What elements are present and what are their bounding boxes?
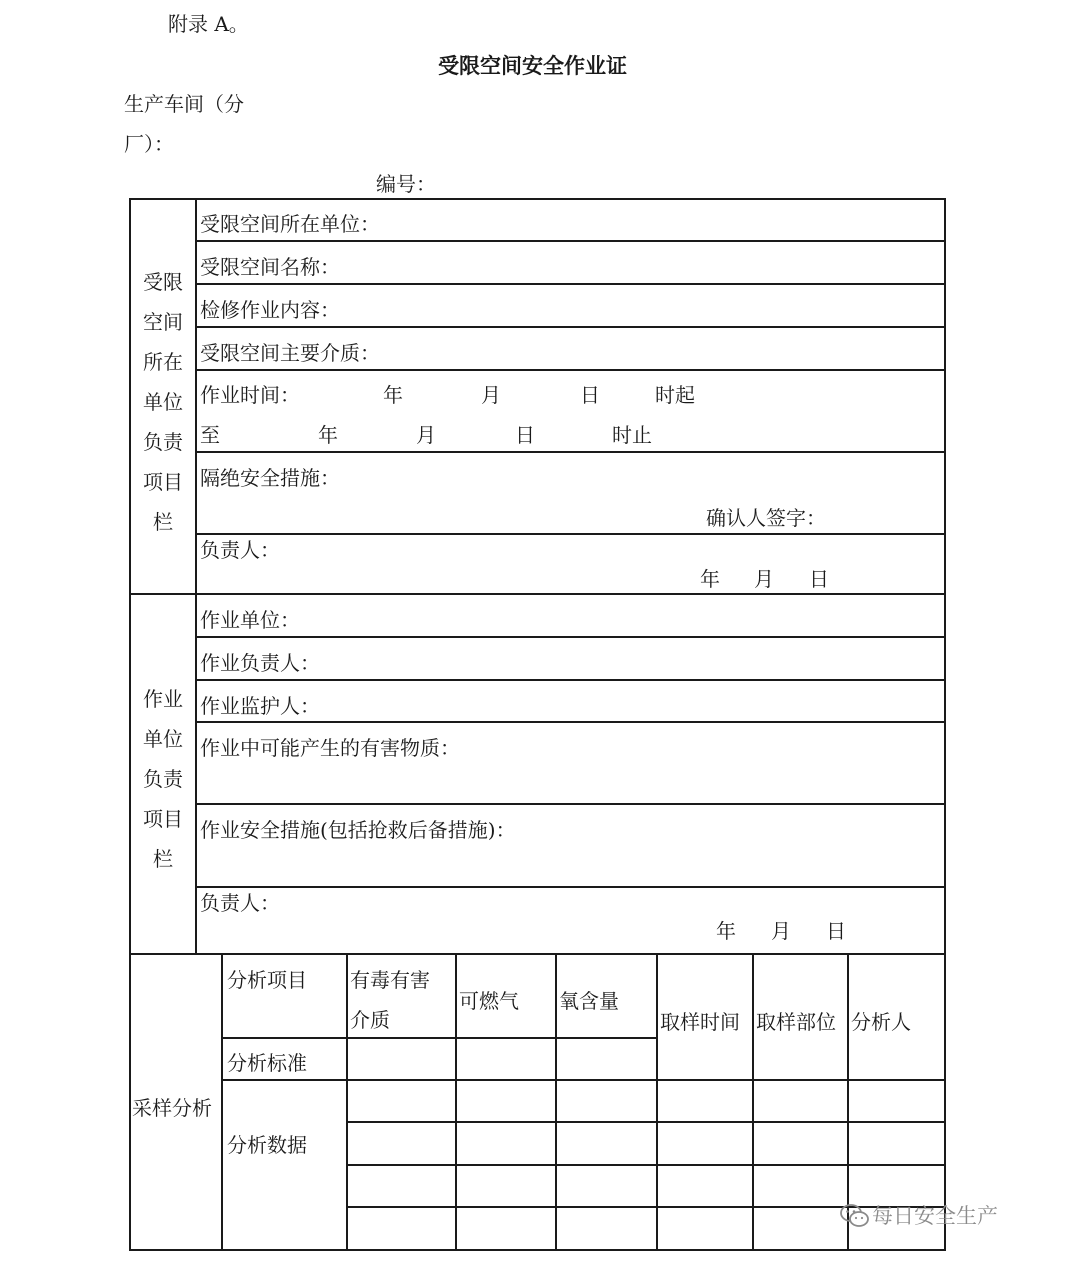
row-analysis-standard: 分析标准 [227, 1051, 307, 1075]
section2-label: 作业单位负责项目栏 [143, 687, 183, 871]
start-day: 日 [580, 383, 600, 407]
row-analysis-data: 分析数据 [227, 1133, 307, 1157]
end-year: 年 [318, 423, 338, 447]
section2-sign-day: 日 [826, 919, 846, 943]
section1-sign-day: 日 [809, 567, 829, 591]
field-space-unit: 受限空间所在单位： [200, 212, 380, 236]
section2-responsible: 负责人： [200, 891, 280, 915]
section2-sign-month: 月 [771, 919, 791, 943]
field-work-content: 检修作业内容： [200, 298, 340, 322]
appendix-label: 附录 A。 [168, 12, 249, 36]
col-sample-location: 取样部位 [756, 1010, 836, 1034]
end-month: 月 [416, 423, 436, 447]
page-title: 受限空间安全作业证 [438, 54, 627, 78]
field-main-medium: 受限空间主要介质： [200, 341, 380, 365]
end-time: 时止 [612, 423, 652, 447]
start-month: 月 [481, 383, 501, 407]
workshop-label-line1: 生产车间（分 [124, 92, 244, 116]
field-work-time-label: 作业时间： [200, 383, 300, 407]
col-toxic-line1: 有毒有害 [350, 968, 430, 992]
confirm-sign: 确认人签字： [706, 506, 826, 530]
col-analyst: 分析人 [851, 1010, 911, 1034]
section1-sign-month: 月 [754, 567, 774, 591]
section3-label: 采样分析 [132, 1096, 212, 1120]
section1-sign-year: 年 [700, 567, 720, 591]
col-oxygen: 氧含量 [559, 989, 619, 1013]
end-day: 日 [515, 423, 535, 447]
start-time: 时起 [655, 383, 695, 407]
field-work-leader: 作业负责人： [200, 651, 320, 675]
field-work-guardian: 作业监护人： [200, 694, 320, 718]
field-isolation: 隔绝安全措施： [200, 466, 340, 490]
field-space-name: 受限空间名称： [200, 255, 340, 279]
field-work-unit: 作业单位： [200, 608, 300, 632]
end-to: 至 [200, 423, 220, 447]
col-sample-time: 取样时间 [660, 1010, 740, 1034]
watermark [840, 1202, 998, 1229]
col-flammable: 可燃气 [459, 989, 519, 1013]
number-label: 编号： [376, 172, 436, 196]
workshop-label-line2: 厂）： [124, 132, 174, 156]
col-analysis-item: 分析项目 [227, 968, 307, 992]
section1-label: 受限空间所在单位负责项目栏 [143, 270, 183, 534]
col-toxic-line2: 介质 [350, 1008, 390, 1032]
watermark-text: 每日安全生产 [872, 1204, 998, 1228]
field-safety-measures: 作业安全措施(包括抢救后备措施)： [200, 818, 516, 842]
field-hazards: 作业中可能产生的有害物质： [200, 736, 460, 760]
section1-responsible: 负责人： [200, 538, 280, 562]
start-year: 年 [383, 383, 403, 407]
wechat-icon [840, 1203, 870, 1229]
section2-sign-year: 年 [716, 919, 736, 943]
